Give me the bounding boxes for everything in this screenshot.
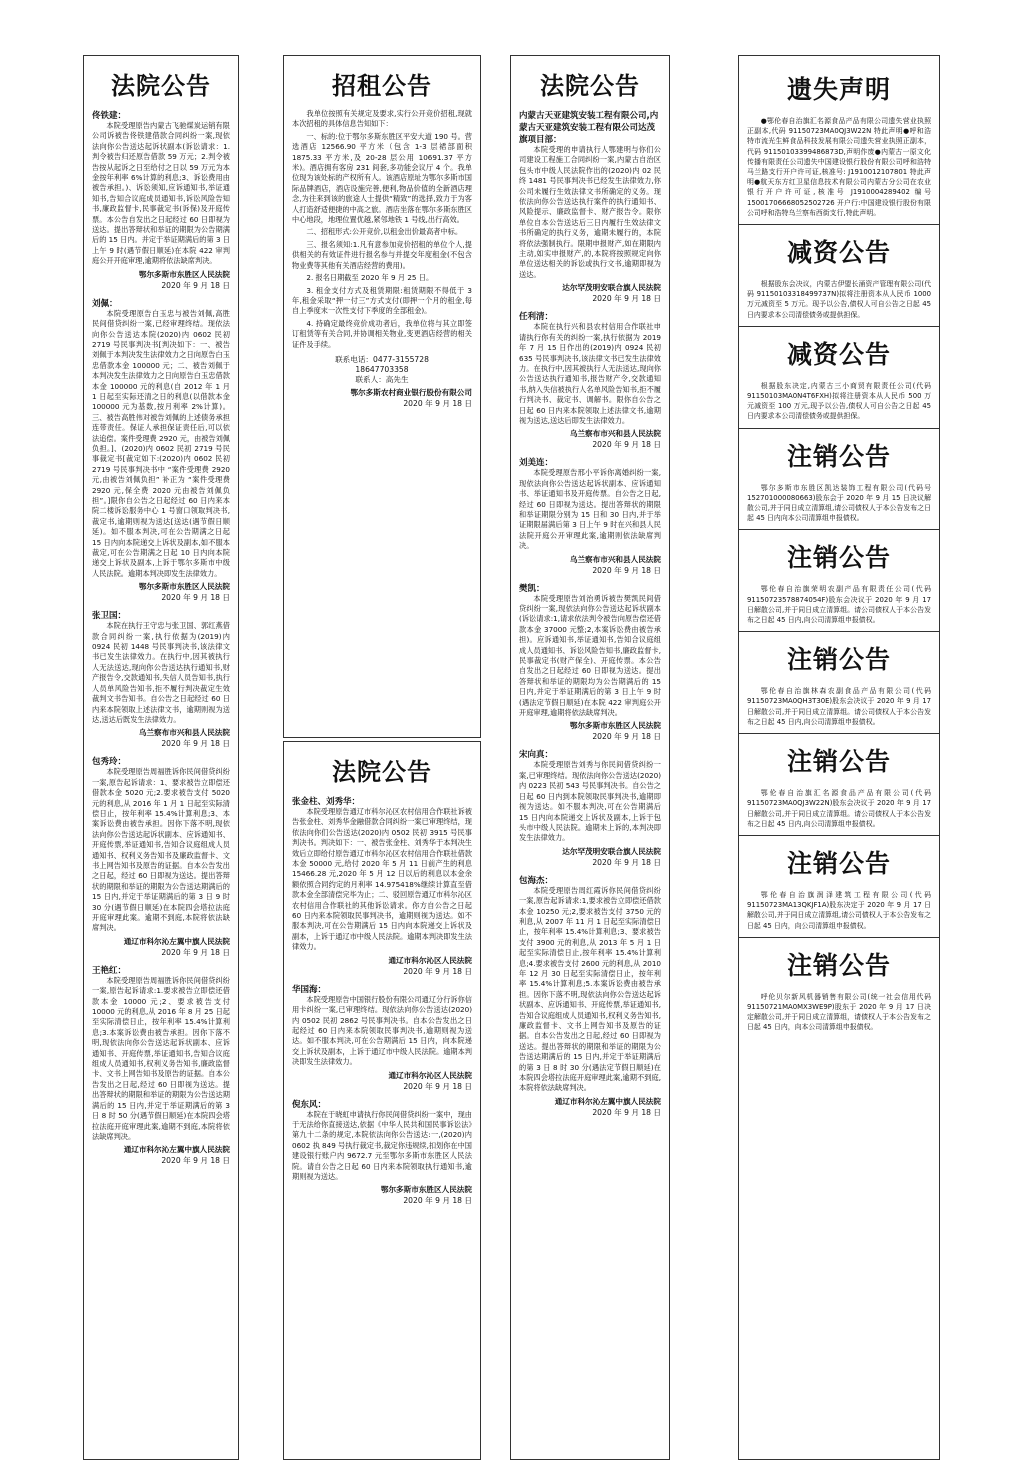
notice-date: 2020 年 9 月 18 日 [592, 732, 661, 742]
notice-date: 2020 年 9 月 18 日 [161, 739, 230, 749]
notice-section [739, 538, 939, 632]
rental-notice-body [292, 109, 472, 350]
court-name: 鄂尔多斯市东胜区人民法院 [569, 721, 661, 731]
notice-list [292, 795, 472, 1206]
section-title: 减资公告 [786, 238, 891, 268]
section-body: 呼伦贝尔新风机器销售有限公司(统一社会信用代码 91150721MA0MX3WE9P)股东于 2020 年 9 月 17 日决定解散公司,并于同日成立清算组，请债权人于本公告发布之日起 45 日内，向本公司清算组申报债权。 [747, 992, 931, 1032]
notice-date: 2020 年 9 月 18 日 [592, 1107, 661, 1117]
rental-paragraph: 2. 报名日期截至 2020 年 9 月 25 日。 [306, 273, 434, 283]
court-notice [92, 964, 230, 1167]
notice-section [739, 742, 939, 836]
section-title: 减资公告 [786, 339, 891, 369]
notice-section [739, 335, 939, 429]
addressee: 张金柱、刘秀华： [292, 797, 361, 807]
court-notice [519, 456, 661, 575]
notice-body: 本院在于晓虹申请执行你民间借贷纠纷一案中，现由于无法给你直接送达,依据《中华人民共和国民事诉讼法》第九十二条的规定,本院依法向你公告送达:一,(2020)内 0602 执 849 号执行裁定书,裁定你违规续,扣划你在中国建设银行账户内 9672.7 元至鄂尔多斯市东胜区人民法院。请自公告之日起 60 日内来本院领取执行通知书,逾期则视为送达。 [292, 1109, 472, 1181]
court-name: 乌兰察布市兴和县人民法院 [138, 728, 230, 738]
court-notice [292, 795, 472, 977]
column-title: 法院公告 [332, 757, 432, 786]
notice-list [519, 109, 661, 1118]
notice-date: 2020 年 9 月 18 日 [403, 1196, 472, 1206]
section-body: 根据股东决定,内蒙古三小商贸有限责任公司(代码 91150103MA0N4T6FXH)拟将注册资本从人民币 500 万元减资至 100 万元,现予以公告,债权人可自公告之日起 45 日内要求本公司清偿债务或提供担保。 [747, 381, 931, 421]
addressee: 内蒙古天亚建筑安装工程有限公司,内蒙古天亚建筑安装工程有限公司达茂旗项目部： [519, 111, 659, 145]
notice-body: 本院受理原告内蒙古飞驰煤炭运销有限公司诉被告佟铁建借款合同纠纷一案,现依法向你公告送达起诉状副本(诉讼请求：1.判令被告归还原告借款 59 万元；2.判令被告按从起诉之日至给付之日以 59 万元为本金按年利率 6%计算的利息;3、诉讼费用由被告承担。)、诉讼须知,应诉通知书,举证通知书,告知合议庭成员通知书,诉讼风险告知书,廉政监督卡,民事裁定书(诉保)及开庭传票。本公告自发出之日起经过 60 日即视为送达。提出答辩状和举证的期限为公告期满后的 15 日内。并定于举证期满后的第 3 日上午 9 时(遇节假日顺延)在本院 422 审判庭公开开庭审理,逾期将依法缺席判决。 [92, 121, 230, 266]
notice-date: 2020 年 9 月 18 日 [161, 593, 230, 603]
rental-notice-column [283, 55, 481, 738]
addressee: 华国海： [292, 984, 327, 995]
notice-date: 2020 年 9 月 18 日 [161, 947, 230, 957]
court-name: 乌兰察布市兴和县人民法院 [569, 554, 661, 564]
notice-body: 本院受理的申请执行人鄂建明与你们公司建设工程施工合同纠纷一案,内蒙古自治区包头市中级人民法院作出的(2020)内 02 民终 1481 号民事判决书已经发生法律效力,你公司未履行生效法律文书所确定的义务。现依法向你公告送达执行案件的执行通知书、风险提示、廉政监督卡、财产报告令。限你单位自本公告送达后三日内履行生效法律文书所确定的执行义务，逾期未履行的，本院将依法强制执行。限期申报财产,如在期限内主动,如实申报财产,的,本院将按照规定向你单位送达相关的诉讼或执行文书,逾期即视为送达。 [519, 145, 661, 279]
court-name: 鄂尔多斯市东胜区人民法院 [380, 1185, 472, 1195]
court-notice [92, 609, 230, 749]
notice-date: 2020 年 9 月 18 日 [161, 280, 230, 290]
notice-date: 2020 年 9 月 18 日 [592, 857, 661, 867]
notice-body: 本院受理原告中国银行股份有限公司通辽分行诉你信用卡纠纷一案,已审理终结。现依法向你公告送达(2020)内 0502 民初 2862 号民事判决书。自本公告发出之日起经过 60 日内来本院领取民事判决书,逾期则视为送达。如不服本判决,可在公告期满后 15 日内，向本院递交上诉状及副本，上诉于通辽市中级人民法院。逾期本判决即发生法律效力。 [292, 994, 472, 1067]
notice-section [739, 640, 939, 734]
rental-paragraph: 4. 持确定最终竞价成功者后，我单位将与其立即签订租赁等有关合同,并协调相关物业,变更酒店经营的相关证件及手续。 [292, 318, 472, 349]
court-name: 通辽市科尔沁区人民法院 [388, 1070, 472, 1080]
court-name: 通辽市科尔沁左翼中旗人民法院 [123, 1145, 230, 1155]
section-body: ●鄂伦春自治旗汇名源食品产品有限公司遗失营业执照正副本,代码 91150723MA0QJ3W22N 特此声明●呼和浩特市流光生鲜食品科技发展有限公司遗失营业执照正副本，代码 91150103399486873D,声明作废●内蒙古一原文化传播有限责任公司遗失中国建设银行股份有限公司呼和浩特马兰路支行开户许可证,核准号: J1910012107801 特此声明●航天东方红卫星信息技术有限公司内蒙古分公司在农业银行开户许可证,核准号 J1910004289402 编号 15001706668052502726 开户行:中国建设银行股份有限公司呼和浩特乌兰察布西街支行,特此声明。 [747, 117, 931, 217]
section-title: 注销公告 [786, 950, 891, 980]
addressee: 樊凯： [519, 583, 545, 594]
addressee: 倪东风： [292, 1099, 327, 1110]
addressee: 王艳红： [92, 965, 127, 976]
notice-body: 本院受理原告周红霞诉你民间借贷纠纷一案,原告起诉请求:1,要求被告立即偿还借款本金 10250 元;2,要求被告支付 3750 元的利息,从 2007 年 11 月 1 日起至实际清偿日止，按年利率 15.4%计算利息;3、要求被告支付 3900 元的利息,从 2013 年 5 月 1 日起至实际清偿日止,按年利率 15.4%计算利息;4.要求被告支付 2600 元的利息,从 2010 年 12 月 30 日起至实际清偿日止，按年利率 15.4%计算利息;5.本案诉讼费由被告承担。因你下落不明,现依法向你公告送达起诉状副本、应诉通知书、开庭传票,举证通知书,告知合议庭组成人员通知书,权利义务告知书,廉政监督卡、文书上网告知书及原告的证据。自本公告发出之日起,经过 60 日即视为送达。提出答辩状的期限和举证的期限为公告送达期满后的 15 日内,并定于举证期满后的第 3 日 8 时 30 分(遇法定节假日顺延)在本院四会塔拉法庭开庭审理此案,逾期不到庭,本院将依法缺席判决。 [519, 885, 661, 1093]
addressee: 佟铁建： [92, 111, 127, 121]
court-name: 通辽市科尔沁区人民法院 [388, 955, 472, 965]
notice-section [739, 70, 939, 225]
court-notice [92, 109, 230, 291]
notice-sections [747, 70, 931, 1039]
notice-section [739, 437, 939, 531]
notice-body: 本院受理原告周福胜诉你民间借贷纠纷一案,原告起诉请求：1、要求被告立即偿还借款本金 5020 元;2.要求被告支付 5020 元的利息,从 2016 年 1 月 1 日起至实际清偿日止，按年利率 15.4%计算利息;3、本案诉讼费由被告承担。因你下落不明,现依法向你公告送达起诉状副本、应诉通知书、开庭传票,举证通知书,告知合议庭组成人员通知书、权利义务告知书及廉政监督卡、文书上网告知书及原告的证据。自本公告发出之日起，经过 60 日即视为送达。提出答辩状的期限和举证的期限为公告送达期满后的 15 日内,并定于举证期满后的第 3 日 9 时 30 分(遇节假日顺延)在本院四会塔拉法庭开庭审理此案。逾期不到庭,本院将依法缺席判决。 [92, 767, 230, 933]
contact-person: 联系人：高先生 [355, 374, 409, 384]
addressee: 包海杰： [519, 875, 554, 886]
notice-section [739, 844, 939, 938]
notice-date: 2020 年 9 月 18 日 [592, 565, 661, 575]
court-notice [519, 582, 661, 743]
issuer: 鄂尔多斯农村商业银行股份有限公司 [350, 387, 472, 397]
addressee: 包秀玲： [92, 757, 127, 768]
section-title: 注销公告 [786, 848, 891, 878]
court-name: 鄂尔多斯市东胜区人民法院 [138, 269, 230, 279]
column-title: 法院公告 [111, 71, 211, 100]
court-notice [292, 983, 472, 1092]
court-notice [92, 755, 230, 958]
court-notice-column-3 [510, 55, 670, 1460]
court-notice [519, 109, 661, 304]
notice-body: 本院受理原告白玉忠与被告刘佩,高胜民间借贷纠纷一案,已经审理终结。现依法向你公告送达本院(2020)内 0602 民初 2719 号民事判决书[判决如下：一、被告刘佩于本判决发生法律效力之日向原告白玉忠借款本金 100000 元；二、被告刘佩于本判决发生法律效力之日向原告白玉忠借款本金 100000 元的利息(自 2012 年 1 月 1 日起至实际还清之日的利息(以借款本金 100000 元为基数,按月利率 2%计算)。三、被告高胜伟对被告刘佩的上述债务承担连带责任。保证人承担保证责任后,可以依法追偿。案件受理费 2920 元，由被告刘佩负担。]、(2020)内 0602 民初 2719 号民事裁定书[裁定如下:(2020)内 0602 民初 2719 号民事判决书中 “案件受理费 2920 元,由被告刘佩负担” 补正为 “案件受理费 2920 元,保全费 2020 元由被告刘佩负担”。]限你自公告之日起经过 60 日内来本院二楼诉讼服务中心 1 号窗口领取判决书,裁定书,逾期则视为送达[送达(遇节假日顺延)。如不服本判决,可在公告期满之日起 15 日内向本院递交上诉状及副本,如不服本裁定,可在公告期满之日起 10 日内向本院递交上诉状及副本,上诉于鄂尔多斯市中级人民法院。逾期本判决即发生法律效力。 [92, 308, 230, 578]
section-body: 鄂伦春自治旗林森农副食品产品有限公司(代码 91150723MA0QH3T30E)股东会决议于 2020 年 9 月 17 日解散公司,并于同日成立清算组。请公司债权人于本公告发布之日起 45 日内,向公司清算组申报债权。 [747, 687, 931, 726]
contact-phone: 联系电话：0477-3155728 [335, 354, 429, 364]
court-notice [519, 874, 661, 1118]
notice-section [739, 233, 939, 327]
addressee: 任利清： [519, 312, 554, 323]
notice-date: 2020 年 9 月 18 日 [592, 440, 661, 450]
addressee: 刘美连： [519, 458, 554, 469]
court-name: 通辽市科尔沁左翼中旗人民法院 [554, 1096, 661, 1106]
notice-date: 2020 年 9 月 18 日 [161, 1156, 230, 1166]
section-title: 注销公告 [786, 543, 891, 573]
notice-date: 2020 年 9 月 18 日 [403, 398, 472, 408]
rental-paragraph: 二、招租形式:公开竞价,以租金出价最高者中标。 [306, 227, 463, 237]
notice-body: 本院受理原告刘秀与你民间借贷纠纷一案,已审理终结。现依法向你公告送达(2020)内 0223 民初 543 号民事判决书。自公告之日起 60 日内到本院领取民事判决书,逾期即视为送达。如不服本判决,可在公告期满后 15 日内向本院递交上诉状及副本,上诉于包头市中级人民法院。逾期未上诉的,本判决即发生法律效力。 [519, 760, 661, 843]
notice-body: 本院在执行兴和县农村信用合作联社申请执行你有关的纠纷一案,执行依据为 2019 年 7 月 15 日作出的(2019)内 0924 民初 635 号民事判决书,该法律文书已发生法律效力。在执行中,因其被执行人无法送达,现向你公告送达执行通知书,报告财产令,交款通知书,纳入失信被执行人名单风险告知书,拒不履行判决书、裁定书、调解书。限你自公告之日起 60 日内来本院领取上述法律文书,逾期视为送达,送达后即发生法律效力。 [519, 322, 661, 425]
rental-paragraph: 三、报名须知:1.凡有意参加竞价招租的单位个人,提供相关的有效证件进行报名参与并提交年度租金(不包含物业费等其他有关酒店经营的费用)。 [292, 239, 472, 270]
notice-body: 本院受理原告周福胜诉你民间借贷纠纷一案,原告起诉请求:1.要求被告立即偿还借款本金 10000 元;2、要求被告支付 10000 元的利息,从 2016 年 8 月 25 日起至实际清偿日止，按年利率 15.4%计算利息;3.本案诉讼费由被告承担。因你下落不明,现依法向你公告送达起诉状副本、应诉通知书、开庭传票,举证通知书,告知合议庭组成人员通知书,权利义务告知书,廉政监督卡、文书上网告知书及原告的证据。自本公告发出之日起,经过 60 日即视为送达。提出答辩状的期限和举证的期限为公告送达期满后的 15 日内,并定于举证期满后的第 3 日 8 时 50 分(遇节假日顺延)在本院四会塔拉法庭开庭审理此案,逾期不到庭,本院将依法缺席判决。 [92, 975, 230, 1141]
addressee: 宋向真： [519, 750, 554, 761]
section-body: 鄂伦春自治旗润泽建筑工程有限公司(代码 91150723MA13QKJF1A)股东决定于 2020 年 9 月 17 日解散公司,并于同日成立清算组,请公司债权人于本公告发布之日起 45 日内，向公司清算组申报债权。 [747, 890, 931, 930]
notice-body: 本院受理原告邢小平诉你离婚纠纷一案,现依法向你公告送达起诉状副本、应诉通知书、举证通知书及开庭传票。自公告之日起,经过 60 日即视为送达。提出答辩状的期限和举证期限分别为 15 日和 30 日内,并于举证期限届满后第 3 日上午 9 时在兴和县人民法院开庭公开审理此案,逾期则依法缺席判决。 [519, 468, 661, 551]
section-title: 遗失声明 [786, 75, 891, 104]
notice-body: 本院受理原告通辽市科尔沁区农村信用合作联社诉被告张金柱、刘秀华金融借款合同纠纷一案已审理终结，现依法向你们公告送达(2020)内 0502 民初 3915 号民事判决书。判决如下：一、被告张金柱、刘秀华于本判决生效后立即给付原告通辽市科尔沁区农村信用合作联社借款本金 50000 元,给付 2020 年 5 月 11 日前产生的利息 15466.28 元,2020 年 5 月 12 日以后的利息以本金余额依照合同约定的月利率 14.975418%继续计算直至借款本金全部清偿完毕为止；二、驳回原告通辽市科尔沁区农村信用合作联社的其他诉讼请求。你方自公告之日起 60 日内来本院领取民事判决书，逾期则视为送达。如不服本判决,可在公告期满后 15 日内向本院递交上诉状及副本，上诉于通辽市中级人民法院。逾期本判决即发生法律效力。 [292, 807, 472, 952]
court-notice [519, 748, 661, 867]
rental-paragraph: 一、标的:位于鄂尔多斯东胜区平安大道 190 号。营选酒店 12566.90 平方米（包含 1-3 层裙部面积 1875.33 平方米,及 20-28 层公用 10691.37 平方米)。酒店拥有客房 231 间套,多功能会议厅 4 个。我单位现为该处标的产权所有人。该酒店原址为鄂尔多斯市国际品牌酒店，酒店设施完善,便利,物品价值的全新酒店理念,为往来到该的旅途人士提供“精致”的选择,致力于为客人打造舒适便捷的中高之旅。酒店坐落在鄂尔多斯东胜区中心地段，地理位置优越,紧邻地铁 1 号线,出行高效。 [292, 131, 472, 225]
section-body: 根据股东会决议，内蒙古伊盟长涌资产管理有限公司(代码 91150103318499737N)拟将注册资本从人民币 1000 万元减资至 5 万元。现予以公告,债权人可自公告之日起 45 日内要求本公司清偿债务或提供担保。 [747, 280, 931, 319]
notice-body: 本院受理原告刘治勇诉被告樊凯民间借贷纠纷一案,现依法向你公告送达起诉状副本(诉讼请求:1,请求依法判令被告向原告偿还借款本金 37000 元整;2,本案诉讼费由被告承担)。应诉通知书,举证通知书,告知合议庭组成人员通知书、诉讼风险告知书,廉政监督卡,民事裁定书(财产保全)、开庭传票。本公告自发出之日起经过 60 日即视为送达。提出答辩状和举证的期限均为公告期满后的 15 日内,并定于举证期满后的第 3 日上午 9 时(遇法定节假日顺延)在本院 422 审判庭公开开庭审理,逾期将依法缺席判决。 [519, 593, 661, 718]
addressee: 刘佩： [92, 298, 118, 309]
notice-body: 本院在执行王守忠与张卫国、郭红燕借款合同纠纷一案,执行依据为(2019)内 0924 民初 1448 号民事判决书,该法律文书已发生法律效力。在执行中,因其被执行人无法送达,现向你公告送达执行通知书,财产报告令,交款通知书,失信人员告知书,执行人员单风险告知书,拒不履行判决裁定生效裁判文书告知书。自公告之日起经过 60 日内来本院领取上述法律文书，逾期则视为送达,送达后既发生法律效力。 [92, 621, 230, 724]
classified-notices-column [738, 55, 940, 1460]
column-title: 法院公告 [540, 71, 640, 100]
notice-date: 2020 年 9 月 18 日 [403, 1081, 472, 1091]
court-name: 通辽市科尔沁左翼中旗人民法院 [123, 936, 230, 946]
court-notice [292, 1098, 472, 1207]
notice-date: 2020 年 9 月 18 日 [592, 294, 661, 304]
notice-list [92, 109, 230, 1166]
court-name: 鄂尔多斯市东胜区人民法院 [138, 582, 230, 592]
court-name: 达尔罕茂明安联合旗人民法院 [562, 846, 661, 856]
section-title: 注销公告 [786, 747, 891, 777]
addressee: 张卫国： [92, 611, 127, 622]
column-title: 招租公告 [332, 71, 432, 100]
section-body: 鄂伦春自治旗汇名源食品产品有限公司(代码 91150723MA0QJ3W22N)股东会决议于 2020 年 9 月 17 日解散公司,并于同日成立清算组。请公司债权人于本公告发布之日起 45 日内,向公司清算组申报债权。 [747, 789, 931, 828]
rental-paragraph: 3. 租金支付方式及租赁期限:租赁期限不得低于 3 年,租金采取“押一付三”方式支付(即押一个月的租金,每自上季度末一次性支付下季度的全部租金)。 [292, 285, 472, 316]
court-notice [519, 310, 661, 450]
contact-phone-2: 18647703358 [355, 364, 409, 374]
court-name: 达尔罕茂明安联合旗人民法院 [562, 283, 661, 293]
section-body: 鄂伦春自治旗荣明农副产品有限责任公司(代码 91150723578874054F)股东会决议于 2020 年 9 月 17 日解散公司,并于同日成立清算组。请公司债权人于本公告发布之日起 45 日内,向公司清算组申报债权。 [747, 585, 931, 625]
notice-date: 2020 年 9 月 18 日 [403, 966, 472, 976]
notice-section [739, 946, 939, 1039]
section-title: 注销公告 [786, 645, 891, 675]
court-notice-column-1 [83, 55, 239, 1460]
section-title: 注销公告 [786, 441, 891, 471]
section-body: 鄂尔多斯市东胜区凯达装饰工程有限公司(代码号 152701000080663)股东会于 2020 年 9 月 15 日决议解散公司,并于同日成立清算组,请公司债权人于本公告发布之日起 45 日内向本公司清算组申报债权。 [747, 483, 931, 523]
court-notice-column-2 [283, 741, 481, 1460]
court-name: 乌兰察布市兴和县人民法院 [569, 429, 661, 439]
court-notice [92, 297, 230, 604]
rental-paragraph: 我单位按照有关规定及要求,实行公开竞价招租,现就本次招租的具体信息告知如下： [292, 109, 472, 129]
